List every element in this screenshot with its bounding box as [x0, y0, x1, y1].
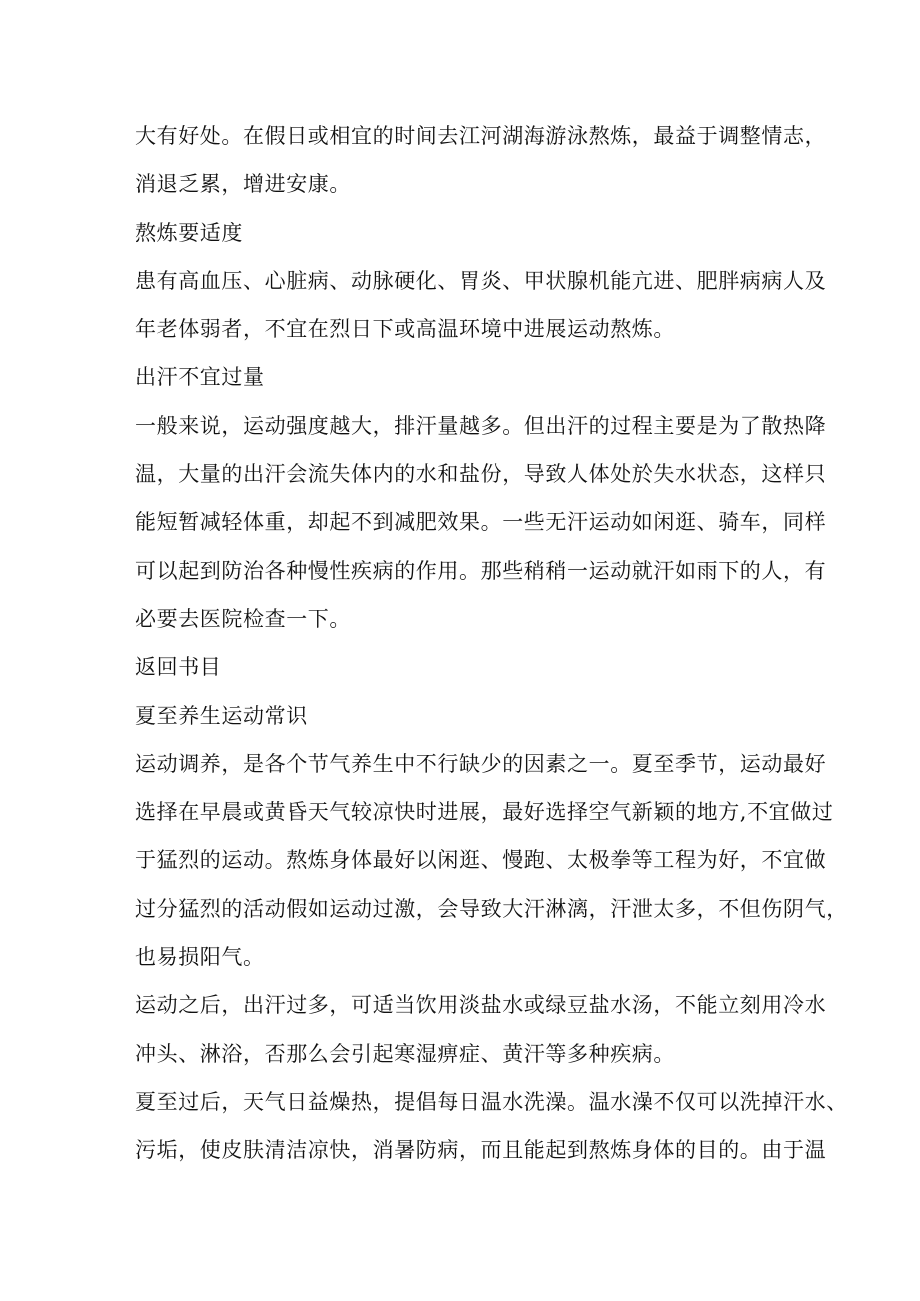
text-line: 也易损阳气。: [135, 945, 265, 970]
text-line: 污垢，使皮肤清洁凉快，消暑防病，而且能起到熬炼身体的目的。由于温: [135, 1138, 827, 1163]
paragraph-at-risk-groups: [135, 257, 827, 354]
text-line: 可以起到防治各种慢性疾病的作用。那些稍稍一运动就汗如雨下的人，有: [135, 558, 827, 583]
paragraph-after-exercise: [135, 981, 827, 1078]
back-to-contents-link[interactable]: 返回书目: [135, 655, 222, 680]
text-line: 运动调养，是各个节气养生中不行缺少的因素之一。夏至季节，运动最好: [135, 751, 827, 776]
heading-sweat-moderation: 出汗不宜过量: [135, 365, 265, 390]
heading-moderate-exercise: 熬炼要适度: [135, 220, 243, 245]
text-line: 大有好处。在假日或相宜的时间去江河湖海游泳熬炼，最益于调整情志，: [135, 124, 827, 148]
paragraph-exercise-timing: [135, 740, 848, 981]
text-line: 运动之后，出汗过多，可适当饮用淡盐水或绿豆盐水汤，不能立刻用冷水: [135, 993, 827, 1018]
text-line: 过分猛烈的活动假如运动过激，会导致大汗淋漓，汗泄太多，不但伤阴气，: [135, 896, 848, 921]
paragraph-warm-bath: [135, 1078, 848, 1175]
document-page: [135, 112, 848, 1175]
text-line: 能短暂减轻体重，却起不到减肥效果。一些无汗运动如闲逛、骑车，同样: [135, 510, 827, 535]
text-line: 于猛烈的运动。熬炼身体最好以闲逛、慢跑、太极拳等工程为好，不宜做: [135, 848, 827, 873]
text-line: 选择在早晨或黄昏天气较凉快时进展，最好选择空气新颖的地方,不宜做过: [135, 800, 834, 825]
text-line: 消退乏累，增进安康。: [135, 172, 351, 197]
text-line: 冲头、淋浴，否那么会引起寒湿痹症、黄汗等多种疾病。: [135, 1041, 675, 1066]
text-line: 一般来说，运动强度越大，排汗量越多。但出汗的过程主要是为了散热降: [135, 413, 827, 438]
text-line: 夏至过后，天气日益燥热，提倡每日温水洗澡。温水澡不仅可以洗掉汗水、: [135, 1089, 848, 1114]
heading-summer-solstice-exercise: 夏至养生运动常识: [135, 703, 308, 728]
paragraph-sweating: [135, 402, 827, 643]
text-line: 患有高血压、心脏病、动脉硬化、胃炎、甲状腺机能亢进、肥胖病病人及: [135, 268, 827, 293]
text-line: 年老体弱者，不宜在烈日下或高温环境中进展运动熬炼。: [135, 317, 675, 342]
paragraph-swimming-benefits: [135, 112, 827, 209]
text-line: 温，大量的出汗会流失体内的水和盐份，导致人体处於失水状态，这样只: [135, 462, 827, 487]
text-line: 必要去医院检查一下。: [135, 606, 351, 631]
